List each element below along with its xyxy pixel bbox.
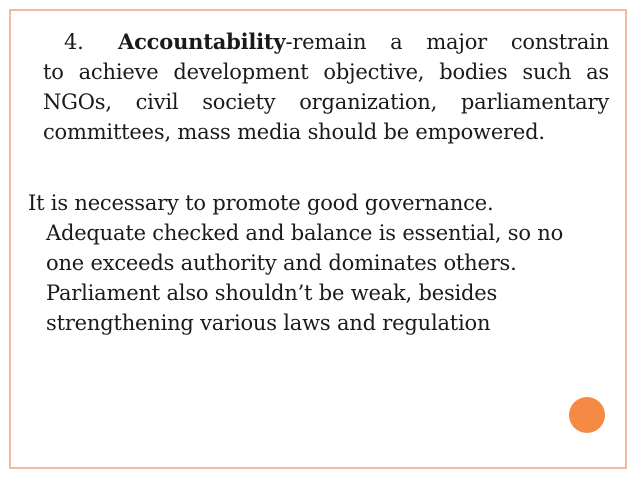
accent-dot (569, 397, 605, 433)
accountability-paragraph (43, 27, 609, 147)
accountability-line-3: NGOs, civil society organization, parliamentary (43, 90, 609, 114)
accountability-line-4: committees, mass media should be empowered. (43, 120, 545, 144)
governance-line-1: It is necessary to promote good governance. (28, 191, 494, 215)
governance-paragraph (28, 188, 618, 338)
governance-line-5: strengthening various laws and regulation (46, 311, 491, 335)
governance-line-2: Adequate checked and balance is essential, so no (46, 221, 564, 245)
governance-line-3: one exceeds authority and dominates others. (46, 251, 517, 275)
accountability-term: Accountability (118, 29, 286, 54)
point-number: 4. (64, 30, 84, 54)
accountability-line-1 (43, 27, 609, 57)
governance-line-4: Parliament also shouldn’t be weak, besides (46, 281, 498, 305)
accountability-line-2: to achieve development objective, bodies such as (43, 60, 609, 84)
accountability-line-1-text: -remain a major constrain (285, 30, 609, 54)
